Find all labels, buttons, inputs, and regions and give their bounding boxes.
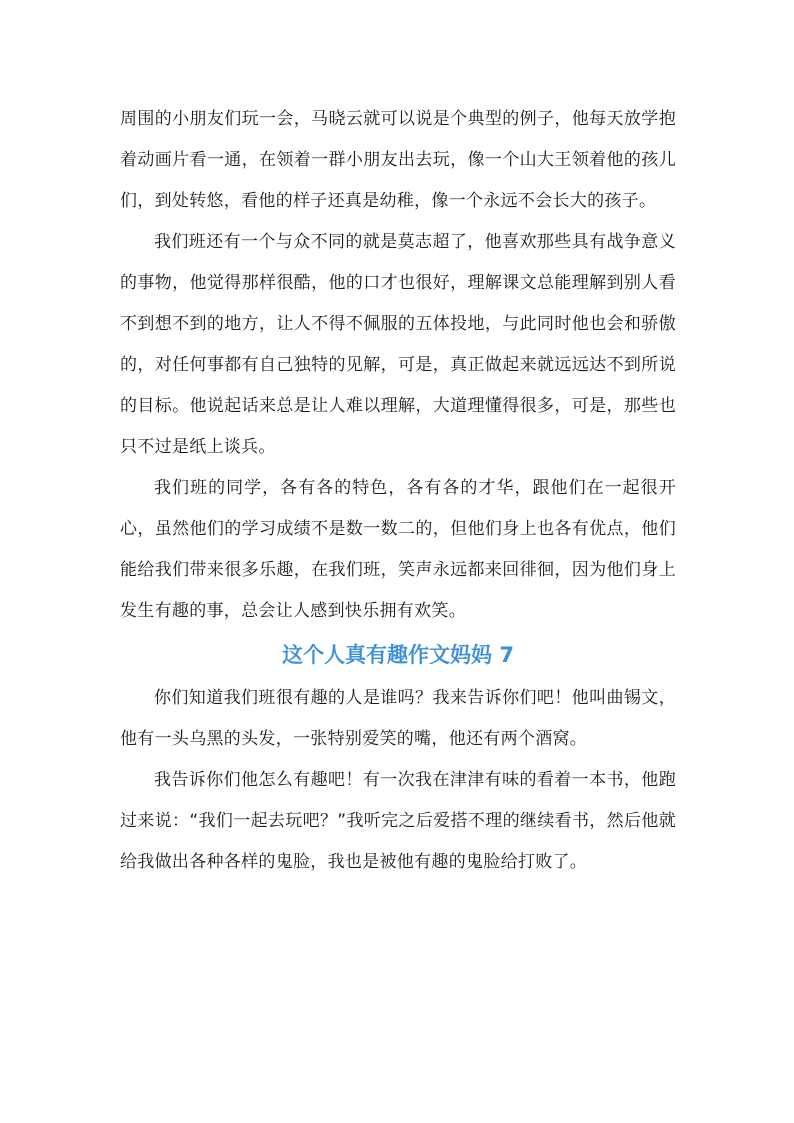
paragraph-continuation: 周围的小朋友们玩一会，马晓云就可以说是个典型的例子，他每天放学抱着动画片看一通，在领着一群小朋友出去玩，像一个山大王领着他的孩儿们，到处转悠，看他的样子还真是幼稚，像一个永远不会长大的孩子。 (120, 109, 676, 211)
paragraph-intro-quxiwen: 你们知道我们班很有趣的人是谁吗？我来告诉你们吧！他叫曲锡文，他有一头乌黑的头发，一张特别爱笑的嘴，他还有两个酒窝。 (120, 688, 676, 749)
paragraph-funny-story: 我告诉你们他怎么有趣吧！有一次我在津津有味的看着一本书，他跑过来说：“我们一起去玩吧？”我听完之后爱搭不理的继续看书，然后他就给我做出各种各样的鬼脸，我也是被他有趣的鬼脸给打败了。 (120, 770, 676, 872)
paragraph-classmates: 我们班的同学，各有各的特色，各有各的才华，跟他们在一起很开心，虽然他们的学习成绩不是数一数二的，但他们身上也各有优点，他们能给我们带来很多乐趣，在我们班，笑声永远都来回徘徊，因为他们身上发生有趣的事，总会让人感到快乐拥有欢笑。 (120, 478, 676, 621)
document-body (120, 99, 676, 883)
essay-heading: 这个人真有趣作文妈妈 7 (282, 643, 514, 667)
paragraph-mozhichao: 我们班还有一个与众不同的就是莫志超了，他喜欢那些具有战争意义的事物，他觉得那样很酷，他的口才也很好，理解课文总能理解到别人看不到想不到的地方，让人不得不佩服的五体投地，与此同时他也会和骄傲的，对任何事都有自己独特的见解，可是，真正做起来就远远达不到所说的目标。他说起话来总是让人难以理解，大道理懂得很多，可是，那些也只不过是纸上谈兵。 (120, 232, 676, 457)
